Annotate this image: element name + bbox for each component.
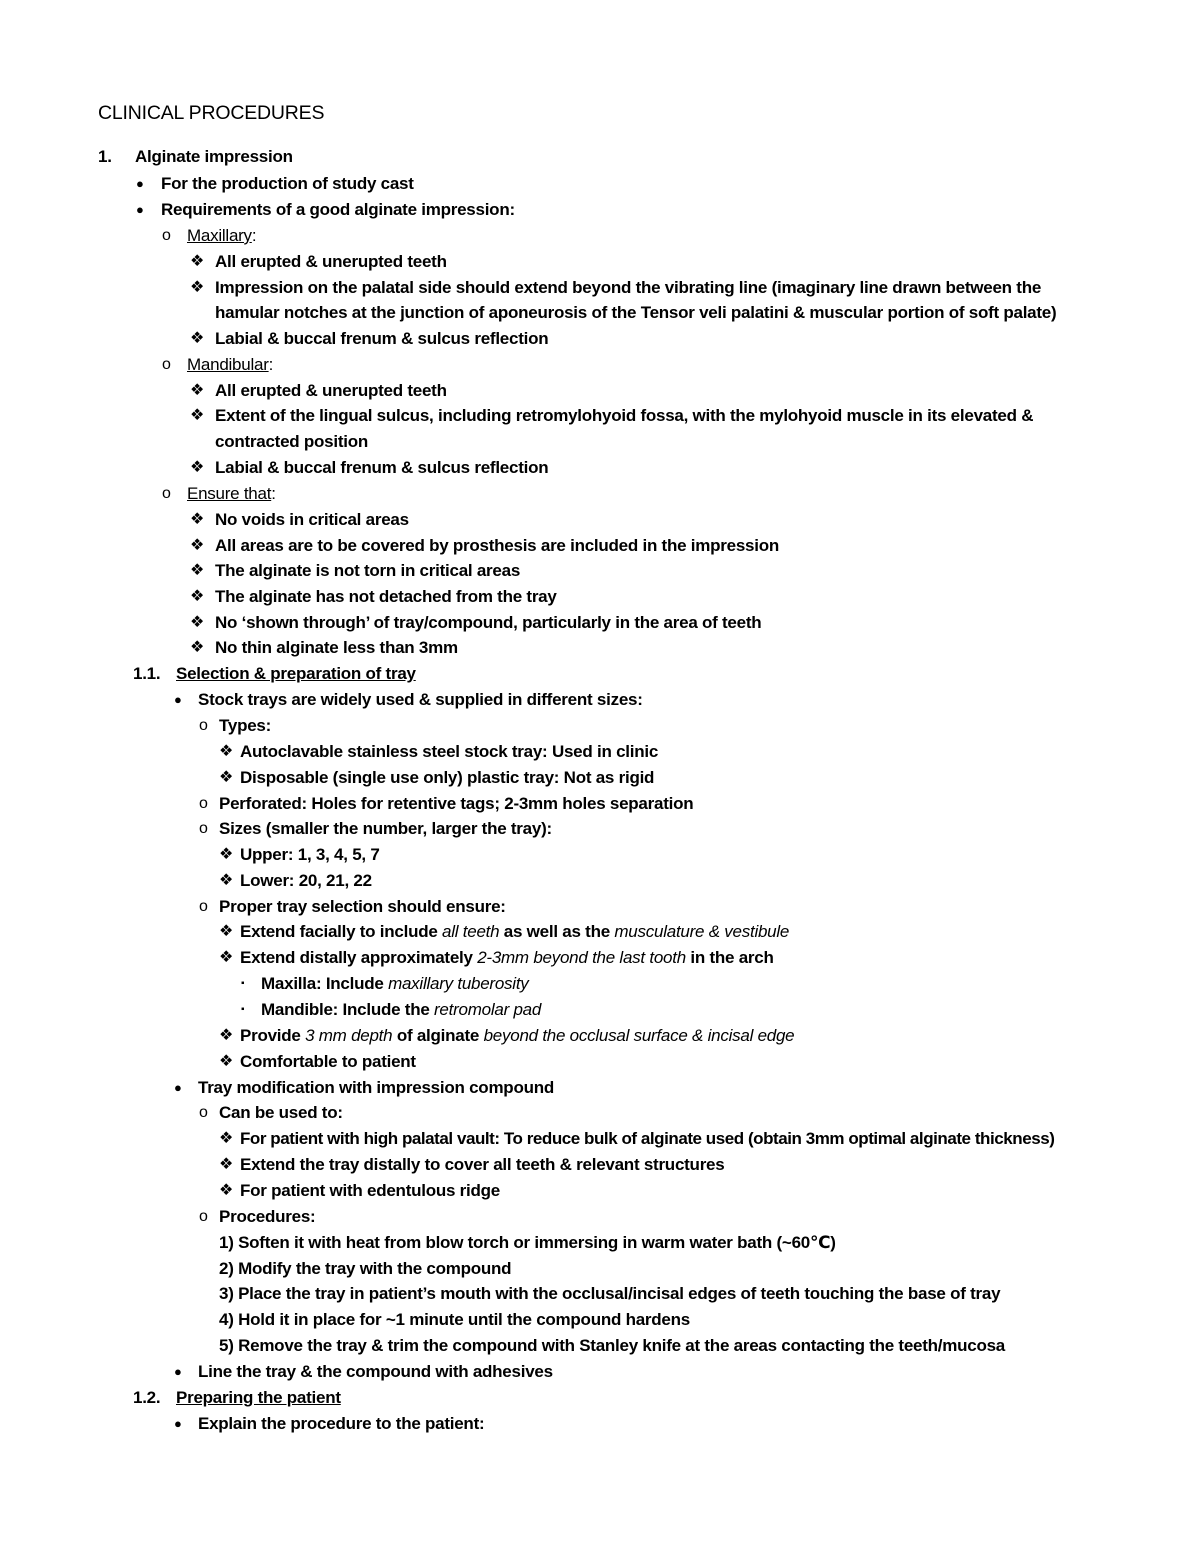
bullet-dot-icon: ● <box>174 1080 182 1095</box>
list-item-text: All erupted & unerupted teeth <box>215 252 447 271</box>
bullet-dot-icon: ● <box>136 202 144 217</box>
diamond-bullet-icon: ❖ <box>190 330 205 347</box>
diamond-bullet-icon: ❖ <box>190 537 205 554</box>
list-item-text: Autoclavable stainless steel stock tray: Used in clinic <box>240 742 659 761</box>
heading-text: Alginate impression <box>135 147 293 166</box>
circle-bullet-icon: o <box>162 485 171 502</box>
square-bullet-icon: ▪ <box>241 978 245 989</box>
list-item-text: Requirements of a good alginate impression: <box>161 200 515 219</box>
italic-text: retromolar pad <box>434 1000 542 1019</box>
diamond-bullet-icon: ❖ <box>219 1182 234 1199</box>
bullet-dot-icon: ● <box>174 1364 182 1379</box>
list-item-text: Perforated: Holes for retentive tags; 2-3mm holes separation <box>219 794 694 813</box>
diamond-bullet-icon: ❖ <box>190 562 205 579</box>
list-item-text: Lower: 20, 21, 22 <box>240 871 372 890</box>
diamond-bullet-icon: ❖ <box>190 511 205 528</box>
list-item-continuation: contracted position <box>215 432 368 451</box>
list-item-text: No voids in critical areas <box>215 510 409 529</box>
number-marker: 1. <box>98 147 112 166</box>
list-item-continuation: hamular notches at the junction of aponeurosis of the Tensor veli palatini & muscular portion of soft palate) <box>215 303 1057 322</box>
subheading-ensure-that: Ensure that <box>187 484 272 503</box>
circle-bullet-icon: o <box>199 898 208 915</box>
list-item-text: The alginate has not detached from the tray <box>215 587 557 606</box>
text: of alginate <box>392 1026 484 1045</box>
diamond-bullet-icon: ❖ <box>190 614 205 631</box>
list-item-text: Proper tray selection should ensure: <box>219 897 506 916</box>
diamond-bullet-icon: ❖ <box>190 253 205 270</box>
text: Maxilla: Include <box>261 974 389 993</box>
circle-bullet-icon: o <box>199 795 208 812</box>
circle-bullet-icon: o <box>199 1208 208 1225</box>
text: Extend facially to include <box>240 922 443 941</box>
colon: : <box>251 226 257 245</box>
list-item-text: Upper: 1, 3, 4, 5, 7 <box>240 845 380 864</box>
colon: : <box>268 355 274 374</box>
procedure-step: 5) Remove the tray & trim the compound with Stanley knife at the areas contacting the teeth/mucosa <box>219 1336 1006 1355</box>
list-item-text: Comfortable to patient <box>240 1052 416 1071</box>
list-item-text: All erupted & unerupted teeth <box>215 381 447 400</box>
list-item-text: Explain the procedure to the patient: <box>198 1414 485 1433</box>
diamond-bullet-icon: ❖ <box>190 639 205 656</box>
diamond-bullet-icon: ❖ <box>190 382 205 399</box>
diamond-bullet-icon: ❖ <box>219 923 234 940</box>
circle-bullet-icon: o <box>162 227 171 244</box>
list-item-text: Procedures: <box>219 1207 316 1226</box>
list-item-text: For patient with high palatal vault: To reduce bulk of alginate used (obtain 3mm optimal alginate thickness) <box>240 1129 1055 1148</box>
diamond-bullet-icon: ❖ <box>190 588 205 605</box>
list-item-text: Labial & buccal frenum & sulcus reflection <box>215 329 549 348</box>
procedure-step: 1) Soften it with heat from blow torch or immersing in warm water bath (~60℃) <box>219 1233 836 1252</box>
list-item-text: Disposable (single use only) plastic tray: Not as rigid <box>240 768 655 787</box>
subheading-mandibular: Mandibular <box>187 355 269 374</box>
list-item-text: All areas are to be covered by prosthesis are included in the impression <box>215 536 779 555</box>
diamond-bullet-icon: ❖ <box>219 1027 234 1044</box>
square-bullet-icon: ▪ <box>241 1004 245 1015</box>
list-item-text: Extend the tray distally to cover all teeth & relevant structures <box>240 1155 725 1174</box>
diamond-bullet-icon: ❖ <box>219 872 234 889</box>
text: Provide <box>240 1026 306 1045</box>
italic-text: musculature & vestibule <box>614 922 790 941</box>
diamond-bullet-icon: ❖ <box>219 743 234 760</box>
text: Mandible: Include the <box>261 1000 435 1019</box>
circle-bullet-icon: o <box>199 717 208 734</box>
text: in the arch <box>685 948 774 967</box>
diamond-bullet-icon: ❖ <box>219 1156 234 1173</box>
heading-text: Preparing the patient <box>176 1388 341 1407</box>
list-item-text: For the production of study cast <box>161 174 414 193</box>
heading-text: Selection & preparation of tray <box>176 664 416 683</box>
diamond-bullet-icon: ❖ <box>219 949 234 966</box>
procedure-step: 3) Place the tray in patient’s mouth with the occlusal/incisal edges of teeth touching the base of tray <box>219 1284 1001 1303</box>
circle-bullet-icon: o <box>199 1104 208 1121</box>
circle-bullet-icon: o <box>199 820 208 837</box>
subheading-maxillary: Maxillary <box>187 226 252 245</box>
bullet-dot-icon: ● <box>174 692 182 707</box>
list-item-text: Sizes (smaller the number, larger the tray): <box>219 819 552 838</box>
number-marker: 1.2. <box>133 1388 161 1407</box>
procedure-step: 2) Modify the tray with the compound <box>219 1259 512 1278</box>
page-title: CLINICAL PROCEDURES <box>98 102 325 124</box>
text: Extend distally approximately <box>240 948 478 967</box>
italic-text: maxillary tuberosity <box>388 974 529 993</box>
text: as well as the <box>499 922 615 941</box>
list-item-text: For patient with edentulous ridge <box>240 1181 500 1200</box>
list-item-text: The alginate is not torn in critical areas <box>215 561 521 580</box>
list-item-text: Tray modification with impression compound <box>198 1078 554 1097</box>
circle-bullet-icon: o <box>162 356 171 373</box>
italic-text: 3 mm depth <box>305 1026 393 1045</box>
list-item-text: Impression on the palatal side should extend beyond the vibrating line (imaginary line drawn between the <box>215 278 1042 297</box>
colon: : <box>271 484 276 503</box>
italic-text: all teeth <box>442 922 500 941</box>
list-item-text: Stock trays are widely used & supplied in different sizes: <box>198 690 643 709</box>
italic-text: 2-3mm beyond the last tooth <box>477 948 686 967</box>
diamond-bullet-icon: ❖ <box>190 459 205 476</box>
diamond-bullet-icon: ❖ <box>190 279 205 296</box>
diamond-bullet-icon: ❖ <box>219 846 234 863</box>
number-marker: 1.1. <box>133 664 161 683</box>
diamond-bullet-icon: ❖ <box>219 1053 234 1070</box>
bullet-dot-icon: ● <box>136 176 144 191</box>
list-item-text: Types: <box>219 716 272 735</box>
diamond-bullet-icon: ❖ <box>219 1130 233 1147</box>
procedure-step: 4) Hold it in place for ~1 minute until the compound hardens <box>219 1310 690 1329</box>
diamond-bullet-icon: ❖ <box>219 769 234 786</box>
bullet-dot-icon: ● <box>174 1416 182 1431</box>
list-item-text: No thin alginate less than 3mm <box>215 638 458 657</box>
list-item-text: Extent of the lingual sulcus, including retromylohyoid fossa, with the mylohyoid muscle in its elevated & <box>215 406 1034 425</box>
diamond-bullet-icon: ❖ <box>190 407 205 424</box>
italic-text: beyond the occlusal surface & incisal edge <box>483 1026 795 1045</box>
list-item-text: Labial & buccal frenum & sulcus reflection <box>215 458 549 477</box>
list-item-text: No ‘shown through’ of tray/compound, particularly in the area of teeth <box>215 613 762 632</box>
list-item-text: Line the tray & the compound with adhesives <box>198 1362 553 1381</box>
list-item-text: Can be used to: <box>219 1103 343 1122</box>
